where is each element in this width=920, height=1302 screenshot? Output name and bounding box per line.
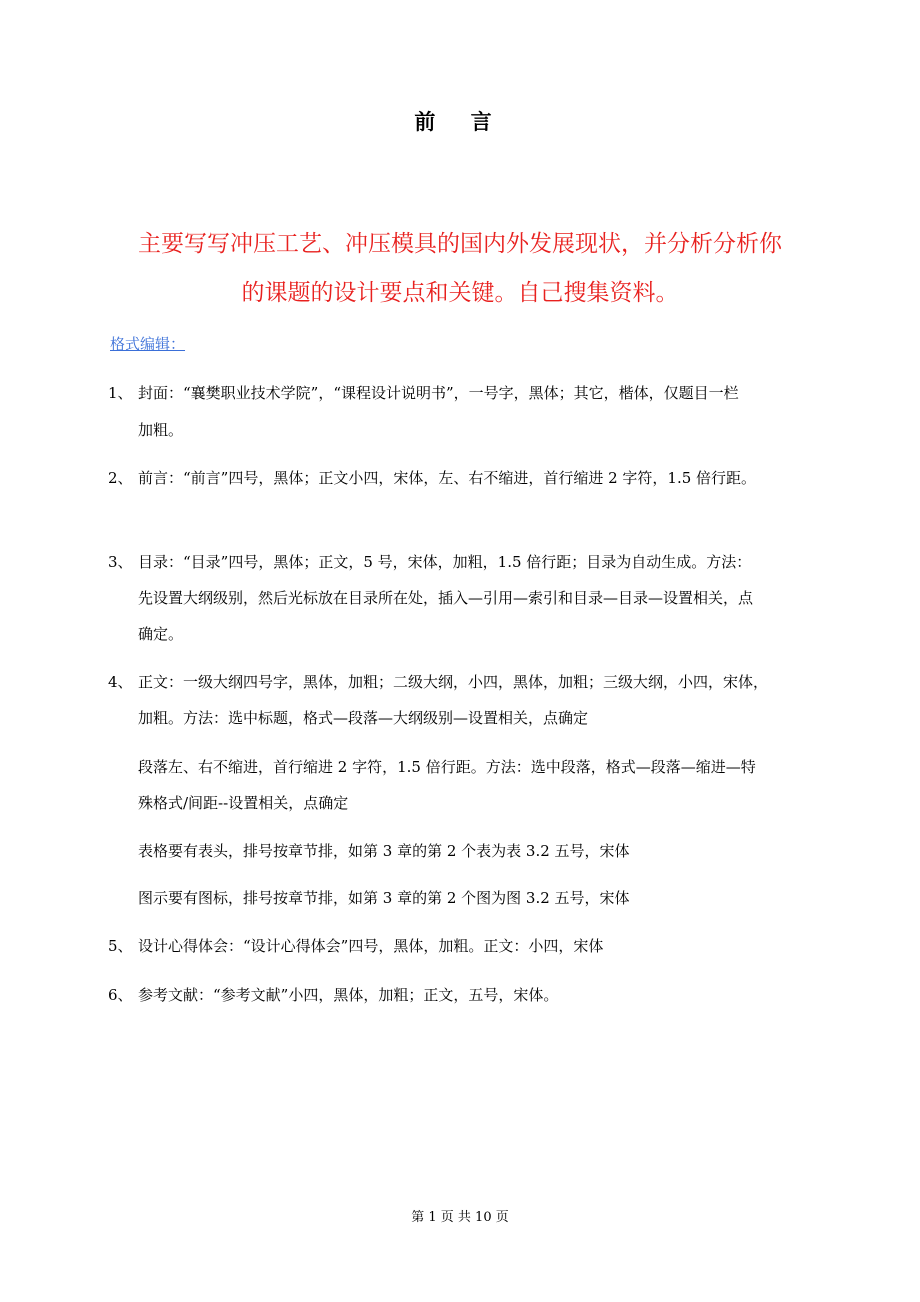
list-item-text: 正文：一级大纲四号字，黑体，加粗；二级大纲，小四，黑体，加粗；三级大纲，小四，宋体，	[138, 673, 769, 691]
list-item-text: 封面：“襄樊职业技术学院”，“课程设计说明书”，一号字，黑体；其它，楷体，仅题目一栏	[138, 384, 739, 402]
paragraph-text: 殊格式/间距--设置相关，点确定	[138, 794, 349, 812]
paragraph-text: 表格要有表头，排号按章节排，如第 3 章的第 2 个表为表 3.2 五号，宋体	[138, 842, 630, 860]
list-item-text: 设计心得体会：“设计心得体会”四号，黑体，加粗。正文：小四，宋体	[138, 937, 604, 955]
list-item-number: 4、	[108, 673, 133, 691]
list-item-text: 加粗。方法：选中标题，格式—段落—大纲级别—设置相关，点确定	[138, 709, 589, 727]
list-item-number: 1、	[108, 384, 133, 402]
list-item-number: 2、	[108, 469, 133, 487]
paragraph-text: 段落左、右不缩进，首行缩进 2 字符，1.5 倍行距。方法：选中段落，格式—段落—缩进—特	[138, 758, 756, 776]
page-title: 前 言	[414, 110, 506, 134]
list-item-text: 前言：“前言”四号，黑体；正文小四，宋体，左、右不缩进，首行缩进 2 字符，1.5 倍行距。	[138, 469, 757, 487]
list-item-number: 6、	[108, 986, 133, 1004]
list-item-text: 加粗。	[138, 421, 184, 439]
format-edit-link[interactable]: 格式编辑：	[110, 335, 186, 353]
list-item-text: 先设置大纲级别，然后光标放在目录所在处，插入—引用—索引和目录—目录—设置相关，点	[138, 589, 754, 607]
red-note-line-2: 的课题的设计要点和关键。自己搜集资料。	[241, 280, 679, 306]
list-item-text: 参考文献：“参考文献”小四，黑体，加粗；正文，五号，宋体。	[138, 986, 559, 1004]
paragraph-text: 图示要有图标，排号按章节排，如第 3 章的第 2 个图为图 3.2 五号，宋体	[138, 889, 630, 907]
list-item-number: 5、	[108, 937, 133, 955]
red-note-line-1: 主要写写冲压工艺、冲压模具的国内外发展现状，并分析分析你	[138, 231, 782, 257]
list-item-text: 确定。	[138, 625, 184, 643]
list-item-number: 3、	[108, 553, 133, 571]
page-footer: 第 1 页 共 10 页	[411, 1210, 509, 1225]
list-item-text: 目录：“目录”四号，黑体；正文，5 号，宋体，加粗，1.5 倍行距；目录为自动生成。方法：	[138, 553, 752, 571]
